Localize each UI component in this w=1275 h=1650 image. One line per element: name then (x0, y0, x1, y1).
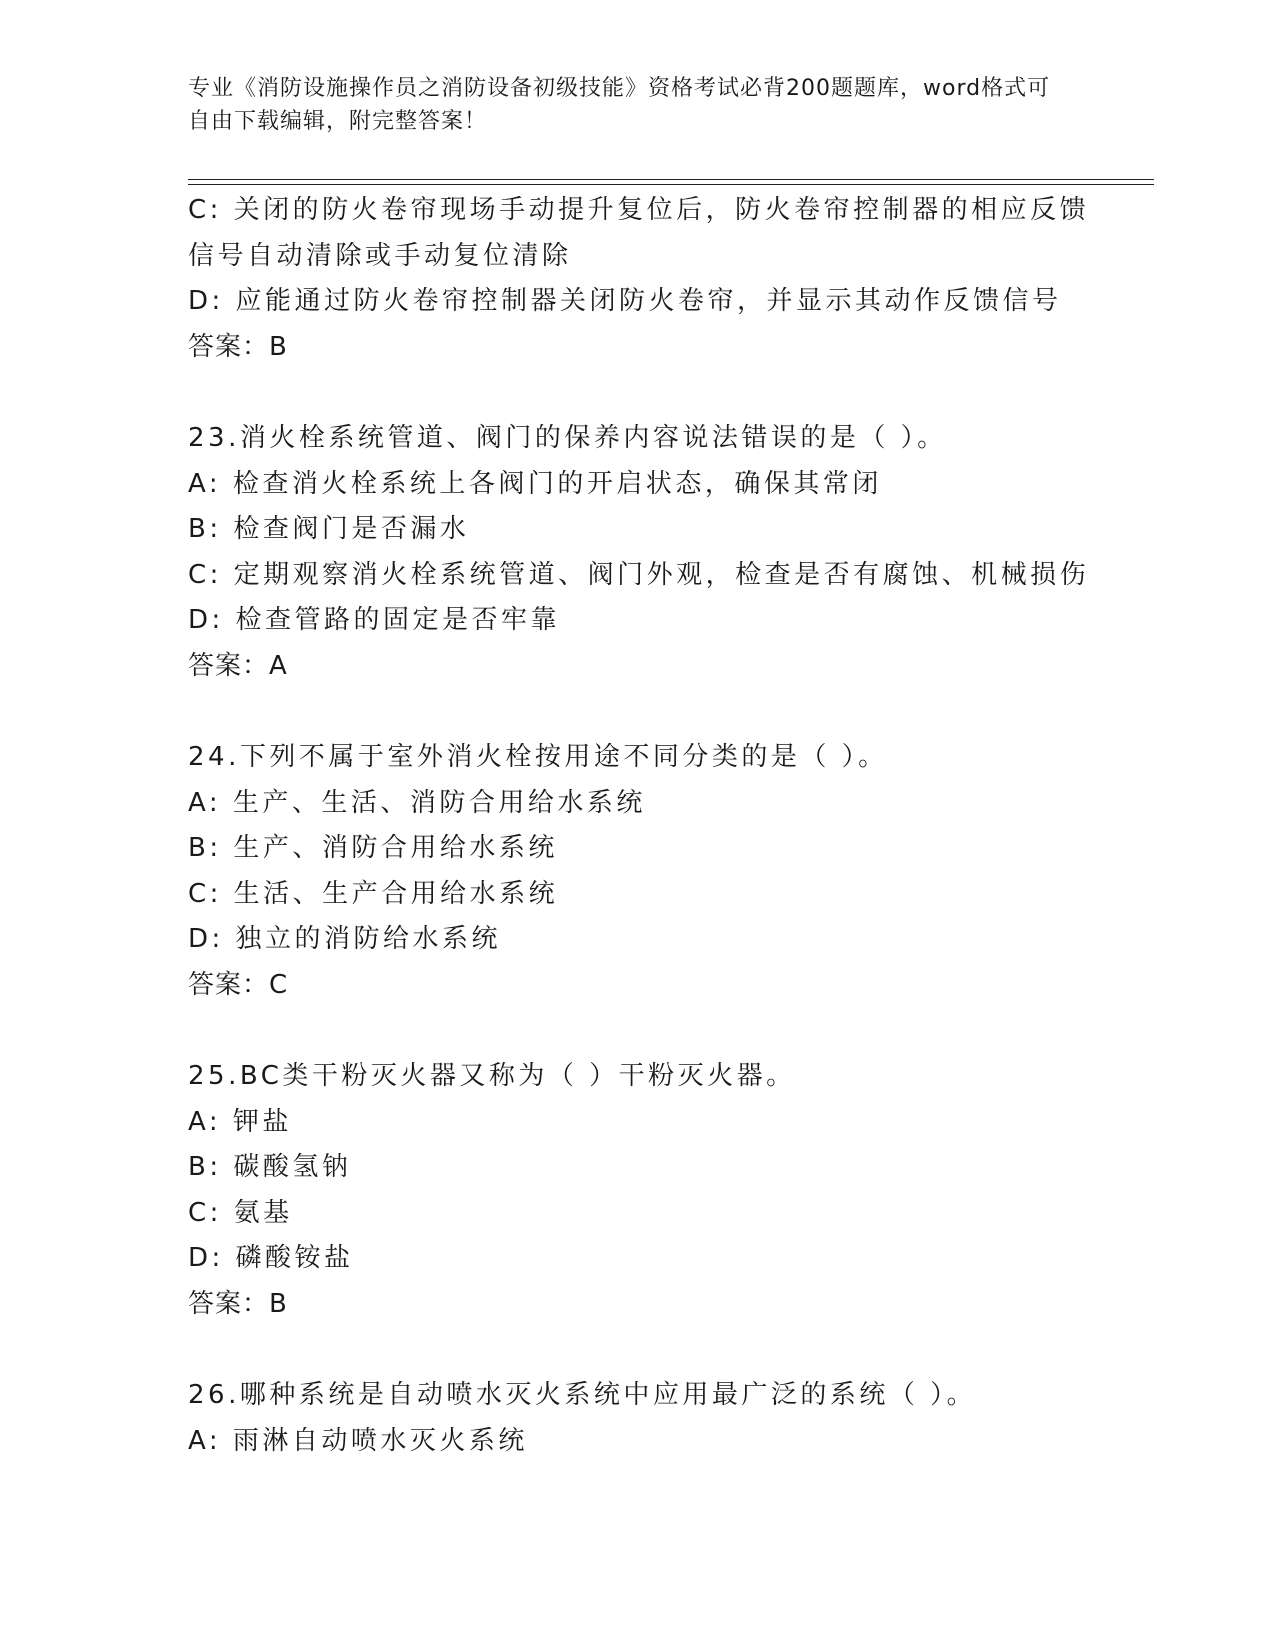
option-c-line-2: 信号自动清除或手动复位清除 (188, 240, 572, 271)
answer-line: 答案：B (188, 1288, 288, 1319)
question-stem: 26.哪种系统是自动喷水灭火系统中应用最广泛的系统（ ）。 (188, 1380, 977, 1410)
question-24 (188, 735, 1148, 1008)
option-b: B: 检查阀门是否漏水 (188, 514, 470, 544)
question-list (188, 188, 1148, 1464)
option-c: C: 生活、生产合用给水系统 (188, 878, 559, 909)
option-a: A: 生产、生活、消防合用给水系统 (188, 787, 646, 818)
option-c: C: 定期观察消火栓系统管道、阀门外观，检查是否有腐蚀、机械损伤 (188, 559, 1090, 590)
option-c: C: 氨基 (188, 1197, 293, 1228)
option-a: A: 检查消火栓系统上各阀门的开启状态，确保其常闭 (188, 468, 882, 499)
question-22-continued (188, 188, 1148, 370)
option-d: D: 独立的消防给水系统 (188, 924, 502, 954)
document-header: 专业《消防设施操作员之消防设备初级技能》资格考试必背200题题库，word格式可自由下载编辑，附完整答案！ (188, 76, 1051, 134)
option-c-line-1: C: 关闭的防火卷帘现场手动提升复位后，防火卷帘控制器的相应反馈 (188, 195, 1090, 225)
option-b: B: 生产、消防合用给水系统 (188, 833, 558, 863)
option-d: D: 应能通过防火卷帘控制器关闭防火卷帘，并显示其动作反馈信号 (188, 286, 1062, 316)
answer-line: 答案：C (188, 969, 289, 1000)
header-divider-top (188, 179, 1154, 180)
question-26 (188, 1373, 1148, 1464)
option-d: D: 磷酸铵盐 (188, 1243, 354, 1273)
option-a: A: 雨淋自动喷水灭火系统 (188, 1425, 528, 1456)
header-divider-bottom (188, 184, 1154, 185)
option-b: B: 碳酸氢钠 (188, 1152, 352, 1182)
question-25 (188, 1054, 1148, 1327)
option-a: A: 钾盐 (188, 1106, 292, 1137)
answer-line: 答案：A (188, 650, 288, 681)
answer-line: 答案：B (188, 331, 288, 362)
option-d: D: 检查管路的固定是否牢靠 (188, 605, 561, 635)
question-stem: 23.消火栓系统管道、阀门的保养内容说法错误的是（ ）。 (188, 423, 947, 453)
question-23 (188, 416, 1148, 689)
question-stem: 25.BC类干粉灭火器又称为（ ）干粉灭火器。 (188, 1061, 796, 1091)
question-stem: 24.下列不属于室外消火栓按用途不同分类的是（ ）。 (188, 742, 888, 772)
